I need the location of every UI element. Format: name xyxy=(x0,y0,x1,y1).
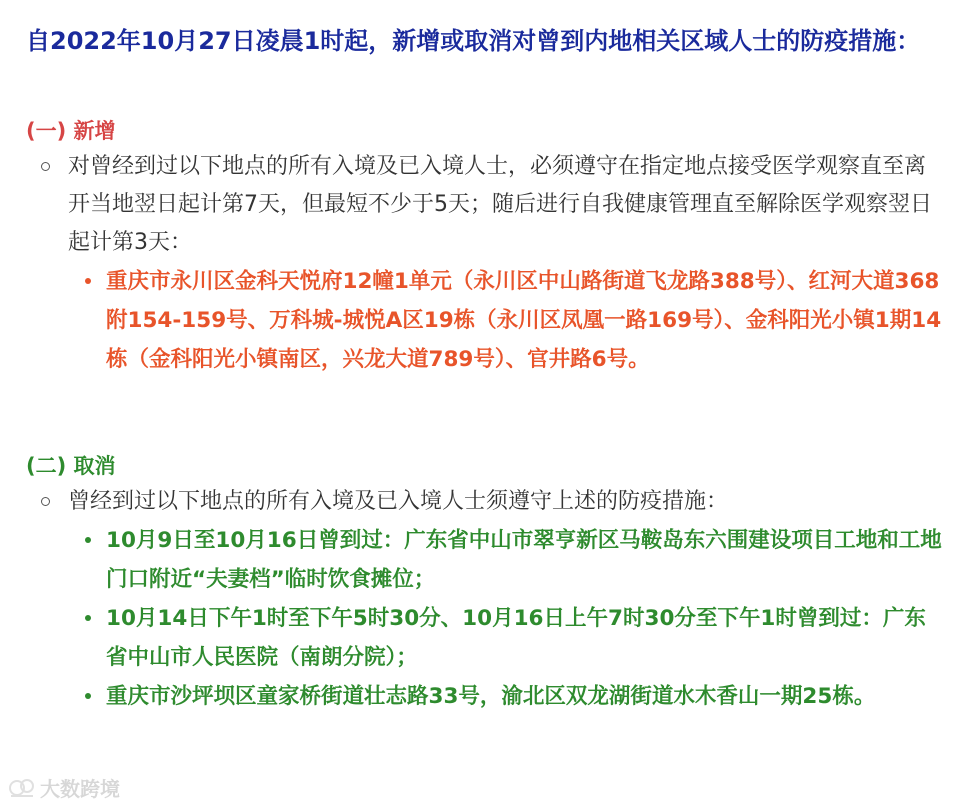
section-added xyxy=(26,116,946,379)
section-title-cancelled: (二) 取消 xyxy=(26,454,116,478)
page-title: 自2022年10月27日凌晨1时起，新增或取消对曾到内地相关区域人士的防疫措施： xyxy=(26,27,921,55)
brand-logo-icon xyxy=(8,776,36,800)
section-cancelled xyxy=(26,451,946,716)
watermark xyxy=(8,773,120,802)
section-title-added: (一) 新增 xyxy=(26,119,116,143)
location-list xyxy=(26,521,946,716)
location-item xyxy=(26,262,946,379)
dot-bullet-icon xyxy=(85,537,91,543)
location-text: 10月9日至10月16日曾到过：广东省中山市翠亨新区马鞍岛东六围建设项目工地和工地门口附近“夫妻档”临时饮食摊位； xyxy=(106,528,942,592)
document-body xyxy=(26,22,946,716)
bullet-text: 对曾经到过以下地点的所有入境及已入境人士，必须遵守在指定地点接受医学观察直至离开当地翌日起计第7天，但最短不少于5天；随后进行自我健康管理直至解除医学观察翌日起计第3天： xyxy=(68,154,932,255)
location-item xyxy=(26,599,946,677)
location-text: 重庆市沙坪坝区童家桥街道壮志路33号，渝北区双龙湖街道水木香山一期25栋。 xyxy=(106,684,876,709)
location-text: 10月14日下午1时至下午5时30分、10月16日上午7时30分至下午1时曾到过：广东省中山市人民医院（南朗分院）； xyxy=(106,606,926,670)
dot-bullet-icon xyxy=(85,278,91,284)
location-item xyxy=(26,677,946,716)
location-list xyxy=(26,262,946,379)
dot-bullet-icon xyxy=(85,693,91,699)
location-text: 重庆市永川区金科天悦府12幢1单元（永川区中山路街道飞龙路388号）、红河大道368附154-159号、万科城-城悦A区19栋（永川区凤凰一路169号）、金科阳光小镇1期14栋（金科阳光小镇南区，兴龙大道789号）、官井路6号。 xyxy=(106,269,942,372)
circle-bullet-icon xyxy=(41,497,50,506)
list-item xyxy=(26,483,946,716)
dot-bullet-icon xyxy=(85,615,91,621)
location-item xyxy=(26,521,946,599)
section-cancelled-list xyxy=(26,483,946,716)
circle-bullet-icon xyxy=(41,162,50,171)
list-item xyxy=(26,148,946,379)
section-added-list xyxy=(26,148,946,379)
bullet-text: 曾经到过以下地点的所有入境及已入境人士须遵守上述的防疫措施： xyxy=(68,489,729,514)
watermark-text: 大数跨境 xyxy=(40,777,120,801)
